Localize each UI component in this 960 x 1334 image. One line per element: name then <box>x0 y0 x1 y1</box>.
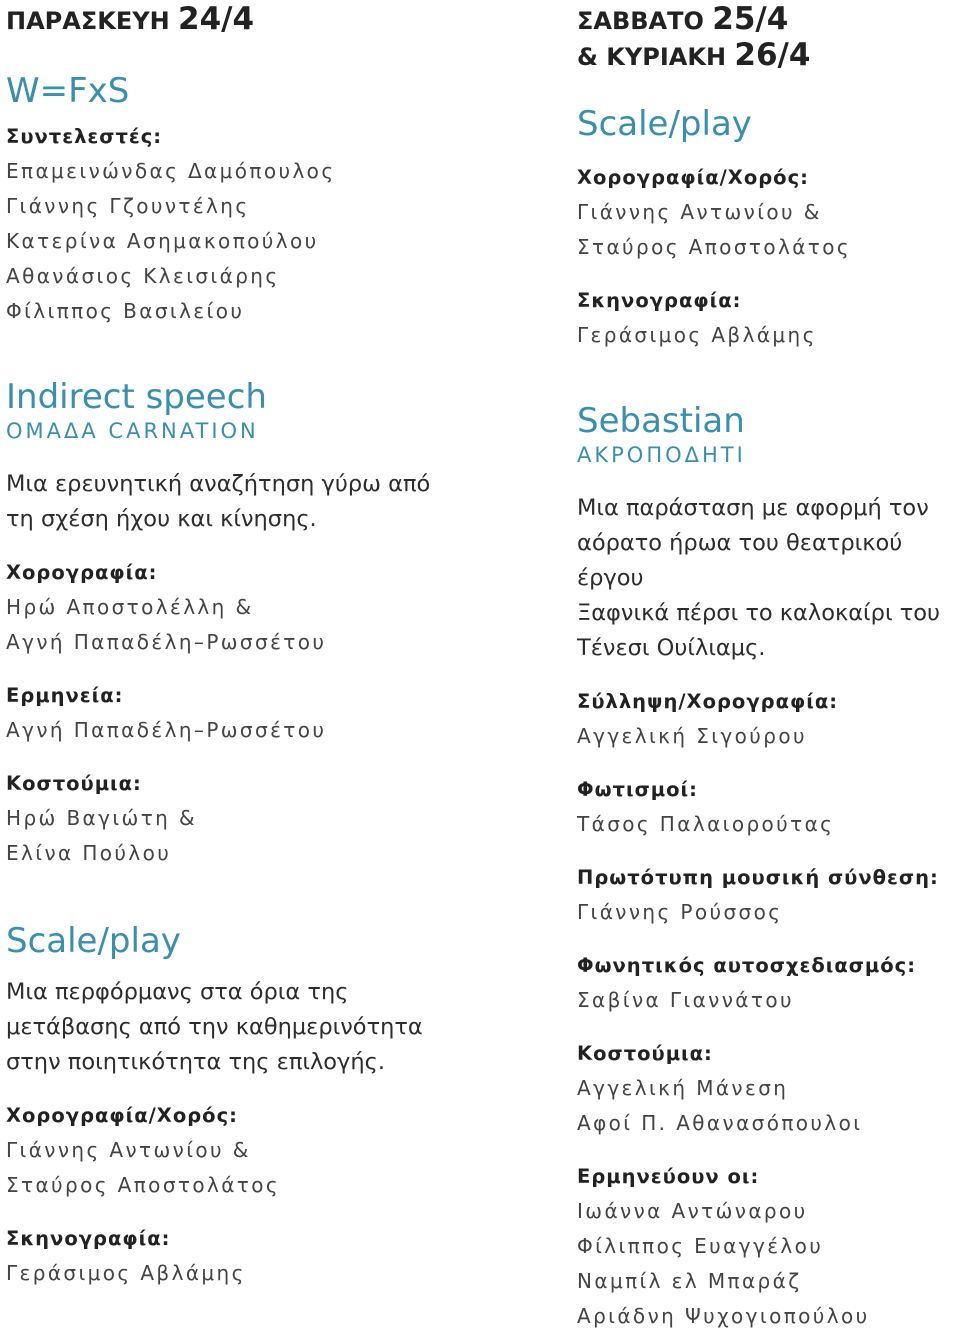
set-design-names: Γεράσιμος Αβλάμης <box>6 1261 246 1285</box>
credits-names: Επαμεινώνδας Δαμόπουλος Γιάννης Γζουντέλης Κατερίνα Ασημακοπούλου Αθανάσιος Κλεισιάρης Φίλιππος Βασιλείου <box>6 159 336 323</box>
show-description: Μια περφόρμανς στα όρια της μετάβασης από την καθημερινότητα στην ποιητικότητα της επιλογής. <box>6 979 423 1075</box>
performers-label: Ερμηνεύουν οι: <box>577 1165 760 1188</box>
costumes-names: Ηρώ Βαγιώτη & Ελίνα Πούλου <box>6 806 197 865</box>
day-heading-friday: ΠΑΡΑΣΚΕΥΗ 24/4 <box>6 1 255 37</box>
choreography-dance-names: Γιάννης Αντωνίου & Σταύρος Αποστολάτος <box>6 1138 281 1197</box>
left-column <box>6 0 446 1291</box>
choreography-dance-names: Γιάννης Αντωνίου & Σταύρος Αποστολάτος <box>577 200 852 259</box>
original-music-label: Πρωτότυπη μουσική σύνθεση: <box>577 866 939 889</box>
set-design-label: Σκηνογραφία: <box>6 1227 171 1250</box>
lighting-names: Τάσος Παλαιορούτας <box>577 812 835 836</box>
choreography-label: Χορογραφία: <box>6 561 158 584</box>
set-design-names: Γεράσιμος Αβλάμης <box>577 323 817 347</box>
vocal-improvisation-names: Σαβίνα Γιαννάτου <box>577 988 794 1012</box>
performers-names: Ιωάννα Αντώναρου Φίλιππος Ευαγγέλου Ναμπίλ ελ Μπαράζ Αριάδνη Ψυχογιοπούλου <box>577 1199 870 1328</box>
original-music-names: Γιάννης Ρούσσος <box>577 900 783 924</box>
show-title-indirect-speech: Indirect speech <box>6 377 267 417</box>
performance-names: Αγνή Παπαδέλη–Ρωσσέτου <box>6 718 327 742</box>
concept-choreography-label: Σύλληψη/Χορογραφία: <box>577 690 839 713</box>
costumes-label: Κοστούμια: <box>6 772 142 795</box>
performance-label: Ερμηνεία: <box>6 684 124 707</box>
show-title-wfxs: W=FxS <box>6 71 130 111</box>
day-heading-sunday: & ΚΥΡΙΑΚΗ 26/4 <box>577 37 811 73</box>
costumes-names: Αγγελική Μάνεση Αφοί Π. Αθανασόπουλοι <box>577 1076 863 1135</box>
group-name-akropoditi: ΑΚΡΟΠΟΔΗΤΙ <box>577 443 746 467</box>
choreography-dance-label: Χορογραφία/Χορός: <box>577 166 809 189</box>
show-description: Μια παράσταση με αφορμή τον αόρατο ήρωα του θεατρικού έργου Ξαφνικά πέρσι το καλοκαίρι του Τένεσι Ουίλιαμς. <box>577 495 941 661</box>
day-heading-saturday: ΣΑΒΒΑΤΟ 25/4 <box>577 1 789 37</box>
show-description: Μια ερευνητική αναζήτηση γύρω από τη σχέση ήχου και κίνησης. <box>6 471 431 532</box>
set-design-label: Σκηνογραφία: <box>577 289 742 312</box>
right-column <box>577 0 957 1334</box>
show-title-scale-play: Scale/play <box>577 104 752 144</box>
credits-label: Συντελεστές: <box>6 125 163 148</box>
show-title-sebastian: Sebastian <box>577 401 745 441</box>
lighting-label: Φωτισμοί: <box>577 778 698 801</box>
show-title-scale-play: Scale/play <box>6 921 181 961</box>
choreography-names: Ηρώ Αποστολέλλη & Αγνή Παπαδέλη–Ρωσσέτου <box>6 595 327 654</box>
concept-choreography-names: Αγγελική Σιγούρου <box>577 724 807 748</box>
group-name-carnation: ΟΜΑΔΑ CARNATION <box>6 419 259 443</box>
vocal-improvisation-label: Φωνητικός αυτοσχεδιασμός: <box>577 954 917 977</box>
costumes-label: Κοστούμια: <box>577 1042 713 1065</box>
choreography-dance-label: Χορογραφία/Χορός: <box>6 1104 238 1127</box>
